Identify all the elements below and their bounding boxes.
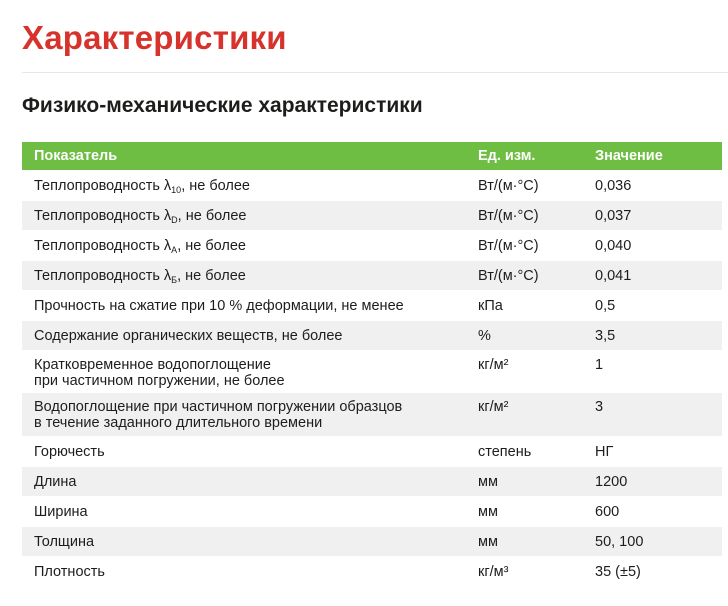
param-cell <box>22 201 465 228</box>
value-cell: 600 <box>595 504 620 520</box>
value-cell: 3 <box>595 399 604 415</box>
param-cell: Длина <box>34 474 77 490</box>
table-row <box>22 231 722 261</box>
unit-cell: мм <box>478 504 498 520</box>
param-line: в течение заданного длительного времени <box>34 415 323 431</box>
param-suffix: , не более <box>177 208 247 224</box>
param-cell <box>22 171 465 198</box>
param-cell: Ширина <box>34 504 88 520</box>
value-cell: 0,037 <box>595 208 632 224</box>
table-row <box>22 393 722 437</box>
value-cell: 0,040 <box>595 238 632 254</box>
title-divider <box>22 72 728 73</box>
param-cell: Горючесть <box>34 444 105 460</box>
unit-cell: мм <box>478 534 498 550</box>
param-line: Кратковременное водопоглощение <box>34 357 271 373</box>
unit-cell: кг/м³ <box>478 564 509 580</box>
header-value: Значение <box>595 148 663 164</box>
param-subscript: Б <box>171 275 178 285</box>
table-row <box>22 497 722 527</box>
param-line: Водопоглощение при частичном погружении образцов <box>34 399 403 415</box>
value-cell: 3,5 <box>595 328 616 344</box>
table-row <box>22 171 722 201</box>
table-row <box>22 351 722 393</box>
param-text: Теплопроводность λ <box>34 208 172 224</box>
value-cell: 1 <box>595 357 604 373</box>
value-cell: 35 (±5) <box>595 564 641 580</box>
unit-cell: Вт/(м·°С) <box>478 268 539 284</box>
table-row <box>22 261 722 291</box>
param-subscript: D <box>171 215 178 225</box>
table-row <box>22 467 722 497</box>
unit-cell: кг/м² <box>478 399 509 415</box>
param-subscript: А <box>171 245 178 255</box>
param-suffix: , не более <box>177 268 246 284</box>
table-row <box>22 557 722 591</box>
param-suffix: , не более <box>177 238 246 254</box>
value-cell: 0,036 <box>595 178 632 194</box>
characteristics-table <box>22 142 722 591</box>
table-header <box>22 142 722 171</box>
table-row <box>22 437 722 467</box>
param-cell <box>22 261 465 288</box>
page-title: Характеристики <box>22 19 287 56</box>
value-cell: 1200 <box>595 474 628 490</box>
param-cell: Содержание органических веществ, не более <box>34 328 343 344</box>
value-cell: 0,5 <box>595 298 616 314</box>
param-text: Теплопроводность λ <box>34 238 172 254</box>
table-row <box>22 527 722 557</box>
param-cell <box>22 393 465 431</box>
unit-cell: % <box>478 328 491 344</box>
section-title: Физико-механические характеристики <box>22 94 423 117</box>
header-param: Показатель <box>34 148 118 164</box>
param-cell <box>22 351 465 389</box>
param-text: Теплопроводность λ <box>34 268 172 284</box>
table-row <box>22 321 722 351</box>
table-row <box>22 201 722 231</box>
unit-cell: мм <box>478 474 498 490</box>
unit-cell: Вт/(м·°С) <box>478 178 539 194</box>
value-cell: НГ <box>595 444 614 460</box>
param-suffix: , не более <box>181 178 250 194</box>
unit-cell: Вт/(м·°С) <box>478 208 539 224</box>
unit-cell: кПа <box>478 298 503 314</box>
unit-cell: степень <box>478 444 532 460</box>
param-text: Теплопроводность λ <box>34 178 172 194</box>
param-cell <box>22 231 465 258</box>
param-cell: Толщина <box>34 534 95 550</box>
param-line: при частичном погружении, не более <box>34 373 285 389</box>
unit-cell: Вт/(м·°С) <box>478 238 539 254</box>
value-cell: 0,041 <box>595 268 632 284</box>
header-unit: Ед. изм. <box>478 148 536 164</box>
param-subscript: 10 <box>171 185 182 195</box>
table-row <box>22 291 722 321</box>
value-cell: 50, 100 <box>595 534 644 550</box>
param-cell: Прочность на сжатие при 10 % деформации, не менее <box>34 298 404 314</box>
unit-cell: кг/м² <box>478 357 509 373</box>
param-cell: Плотность <box>34 564 105 580</box>
